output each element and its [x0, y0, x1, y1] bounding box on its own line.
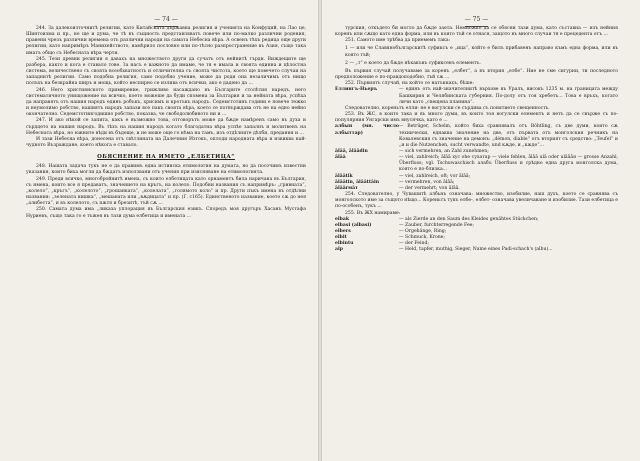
quote-block [335, 87, 618, 105]
entry-definition: — Zauber, furchterregende Fee; [399, 222, 474, 228]
entry-definition: — der Feind; [399, 241, 429, 247]
entry-definition: — vermehren, von ālāā; [399, 179, 455, 185]
list-item: 1 — или че Славянобългарскитѣ суфиксъ е „ица“, който е билъ прибавенъ направо къмъ една форма, или въ която тъй; [345, 46, 618, 58]
entry-definition: — Betrüger, Schelm, който биха сравнявалъ отъ Böhtling, съ две думи, които сѫ технически, еднаква значение на две, отъ първата отъ монголския речникъ на Ковалевския съ значение на демонъ: „démon, diable“ отъ вторият съ средство: „Teufel“ и „и и die Nutzenchen, sucht verwandte, und кѫде, и „кѫде“... [399, 124, 618, 148]
left-page-number: — 74 — [26, 14, 306, 26]
quote-text: — единъ отъ най-значителнитѣ върхове въ Уралъ, високъ 1235 м. на границата между Башкирия и Челябинската губерния. По-долу отъ тоя хребетъ... Това е връхъ, когато личи като „свещена планина“. [399, 87, 618, 105]
quote-title: Еллингъ-Ньеръ [335, 87, 378, 93]
paragraph-245: 245. Тези древни религии я давахъ на множеството други да сучатъ отъ нейнитѣ гърди. Виждещите ще разбера, както и кога е ставало тове. За насъ е важното да имаме, че тя е имала и своята единна и цѣлостна система, величествено съ своята всеобхватность и отличителна съ своята чистота, което ще повечето случаи на западнитѣ религии. Само подобна религия, само подобно учение, може да роди она незаличимъ отъ нищо полъхъ на безкрайна ширъ и мощь, който неспирно се излива отъ всички, ако е дадено да ... [26, 56, 306, 87]
entry-definition: — als Zierde an den Saum des Kleides genähtes Stückchen; [399, 216, 539, 222]
paragraph-consequently: Следователно, кореньтъ елли- не е вогулски се сърдива съ понятието свещенность. [345, 105, 550, 111]
entry-definition: — der vermehrt; von ālāā. [399, 185, 460, 191]
paragraph-248: 248. Нашата задача тукъ не е да правимъ една истинска етимология на думата, но да посочимъ известни указания, които биха могли да бѫдатъ използвани отъ учения при изясняване на етимологията. [26, 164, 306, 176]
paragraph-254: 254. Следователно, у Чувашитѣ албьнъ означава: множество, изобилие, наш духъ, което се сравнява съ монголското име за същото нѣщо... Кореньтъ тукъ елбе-, елбет- означава увеличаване и изобилие. Тази елбетица е по-особенъ, тукъ ... [335, 192, 618, 210]
paragraph-first-case: Въ първия случай получаваме за коренъ „елбет“, а въ втория „елбе“. Ние не сме сигурни, ти последното предположение е по-правдоподобно, тъй сѫ ... [335, 68, 618, 81]
paragraph-251: 251. Самото име трѣбва да приемемъ така: [345, 38, 451, 44]
paragraph-244: 244. За далекоизточнитѣ религии, като Китайската държавна религия и ученията на Конфуций, на Лао це, Шинтоизма и пр., не ще и дума, че тѣ въ същность представляватъ повече или по-малко различни родения, правени чрезъ различни времена отъ различни народи на самата Небесна вѣра. А освенъ тѣхъ редица още други религии, като напримѣръ Манихейството, намѣрило пословно или по-тѣсно разпространение въ Азия, също така иматъ общо съ Небесната вѣра черти. [26, 26, 306, 56]
entry-term: ālāā [335, 155, 346, 161]
entry-definition: — Held, tapfer, muthig, Sieger, Name eines Padi-schach's (albu)... [399, 247, 553, 253]
entry-term: elbak [335, 216, 350, 222]
entry-term: elbasi (albasi) [335, 222, 372, 228]
entry-definition: — sich vermehren, an Zahl zunehmen; [399, 148, 489, 154]
paragraph-252: 252. Първиятъ случай, на който се натъкнахъ, бѣше: [345, 81, 474, 87]
list-item: 2 — „т“ е което да бѫде нѣкакъвъ суфиксенъ елементъ. [345, 60, 481, 66]
section-heading: ОБЯСНЕНИЕ НА ИМЕТО „ЕЛБЕТИЦА“ [97, 154, 235, 161]
entry-term: ālāātin, ālāāttāin [335, 179, 380, 185]
dictionary-entry [335, 155, 618, 173]
entry-term: ālāātik [335, 173, 353, 179]
right-page-number: — 75 — [335, 14, 618, 26]
entry-definition: — viel, zahlreich; ālāā xyc ohe сухатар — viele fehlen, ālāā ulā oder ulāāāя — grosse Anzahl, Überfluss; vgl. Tschuwaschisch алабъ Überfluss и срѣдно една друга монголска дума, която е по-близка... [399, 155, 618, 173]
entry-definition: — Orgehänge, Ring; [399, 229, 447, 234]
entry-definition: — Schmuck, Krone; [399, 235, 445, 241]
paragraph-247: 247. И ако нѣкой се запита, какъ е възможно това, отговорътъ може да бѫде намѣренъ само въ духа и сърдцето на нашия народъ. Въ тѣхъ на нашия народъ когато благодатна вѣра успѣе запалнъ и молитвенъ на Небесната вѣра, но южните вѣди въ бъдеще, и не може още го нѣма на тамъ, изъ отдѣлните дѣлби, предания и ... [26, 118, 306, 136]
entry-term: ālāā, ālāādin [335, 148, 368, 154]
entry-definition: — viel, zahlreich, oft; vor ālāā; [399, 173, 471, 179]
dictionary-entry [335, 124, 618, 149]
paragraph-253: 253. Въ ЖС, в които така и въ много думи, въ които тоя вогулски елементъ и нетъ да се свърже съ по-популярния Унгарски имъ внуснчка, като е ... [335, 112, 618, 124]
entry-term: alp [335, 247, 343, 253]
right-page-body [335, 26, 618, 254]
entry-term: албын (мн. число албыттар) [335, 124, 399, 136]
paragraph-250: 250. Самата дума има „ликаза уплорация въ Българския езикъ. Споредъ моя другъръ Хасанъ Мустафа Нуриевъ, също така го е тъжея въ тази дума елбетица и имената ... [26, 207, 306, 219]
paragraph-249: 249. Преди всичко, многобройнитѣ имена, съ които елбетицата като орнаментъ била наричана въ България, съ имена, които все я предаватъ, значението на кръгъ, на колело. Подобни названия съ напримѣръ: „гривната“, „колело“, „кръгъ“, „колелото“, „грошанката“, „колелата“, „голямото коло“ и пр. Други пъкъ имена въ отдѣлни названия: „зелената нишка“, „мешаната или „вѫдицата“ и пр. (Г. с165). Единственото название, което сѫ до нея „алибеста“, и въ колелото, съ пѫтя и брезитѣ, тъй сѫ ... [26, 176, 306, 207]
dictionary-entry [335, 247, 618, 253]
entry-term: ālāārмāт [335, 185, 358, 191]
right-page [320, 0, 640, 461]
book-gutter [318, 0, 322, 461]
left-page-body [26, 26, 306, 220]
paragraph-247-closing: И тази Небесна вѣра, донесена отъ свѣтлината на Далечния Изтокъ, оплоди народната вѣра и извиква най-чудното Възраждане, което нѣкога е ставало. [26, 136, 306, 148]
paragraph-255: 255. Въ ЖХ намираме: [345, 210, 401, 216]
paragraph-246: 246. Него християнското примирение, грижливо насаждано въ Българите столѣтия наредъ, него систематичното унищожение на всичко, което можеше да буди спомена за България и за нейната вѣра, успѣха да направятъ отъ нашия народъ единъ робъкъ, хрисимъ и кротъкъ народъ. Седемстотинъ години е повече тежко и неумолимо робство, нашиятъ народъ запази все пакъ своята вѣра, което се потвърждава отъ не на едно нейно окончателно. Седемстотингодишно робство, показва, че свободолюбивото ни и ... [26, 87, 306, 118]
entry-term: elbers [335, 229, 351, 234]
paragraph-continued: турския, откъдето би могло да бѫде заета. Немножко да се обясни тази дума, като съставна — изъ нейния коренъ или сѫщо като една форма, или въ които тъй се отнася, защото въ много случаи тя е прецедента отъ ... [335, 26, 618, 38]
entry-term: elbit [335, 235, 347, 241]
entry-term: elbintu [335, 241, 354, 247]
